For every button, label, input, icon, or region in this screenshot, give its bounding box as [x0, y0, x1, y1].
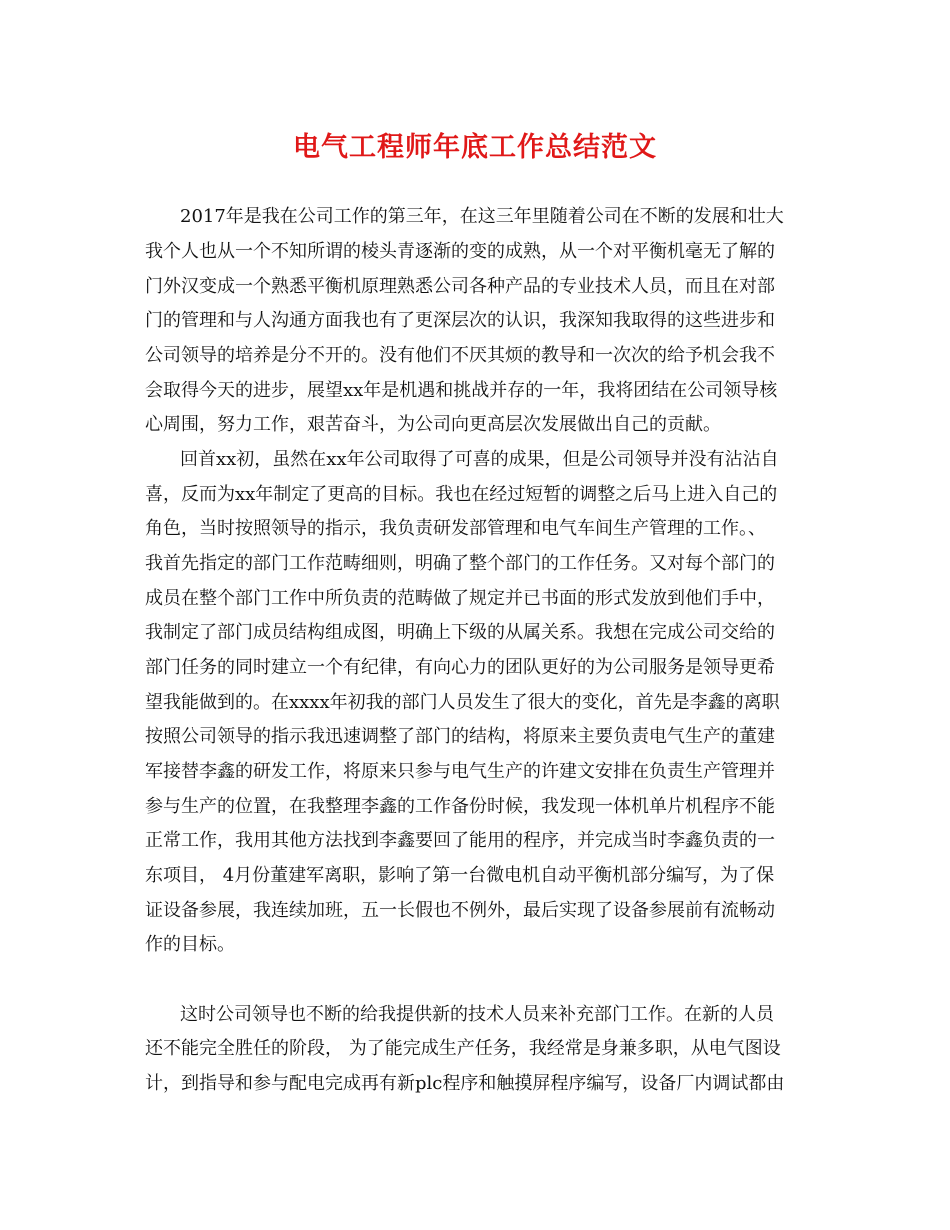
paragraph-line: 心周围，努力工作，艰苦奋斗，为公司向更高层次发展做出自己的贡献。: [145, 414, 721, 435]
paragraph-line: 还不能完全胜任的阶段， 为了能完成生产任务，我经常是身兼多职，从电气图设: [145, 1038, 781, 1059]
paragraph-line: 门的管理和与人沟通方面我也有了更深层次的认识，我深知我取得的这些进步和: [145, 310, 775, 331]
paragraph-line: 门外汉变成一个熟悉平衡机原理熟悉公司各种产品的专业技术人员，而且在对部: [145, 276, 775, 297]
paragraph-line: 按照公司领导的指示我迅速调整了部门的结构，将原来主要负责电气生产的董建: [145, 726, 775, 747]
paragraph-line: 望我能做到的。在xxxx年初我的部门人员发生了很大的变化，首先是李鑫的离职: [145, 692, 780, 713]
paragraph-line: 作的目标。: [145, 934, 235, 955]
paragraph-line: 我个人也从一个不知所谓的棱头青逐渐的变的成熟，从一个对平衡机毫无了解的: [145, 241, 775, 262]
paragraph-line: 回首xx初，虽然在xx年公司取得了可喜的成果，但是公司领导并没有沾沾自: [180, 449, 779, 470]
paragraph-line: 成员在整个部门工作中所负责的范畴做了规定并已书面的形式发放到他们手中，: [145, 588, 775, 609]
paragraph-line: 计，到指导和参与配电完成再有新plc程序和触摸屏程序编写，设备厂内调试都由: [145, 1073, 785, 1094]
paragraph-line: 会取得今天的进步，展望xx年是机遇和挑战并存的一年，我将团结在公司领导核: [145, 380, 778, 401]
paragraph-line: 我制定了部门成员结构组成图，明确上下级的从属关系。我想在完成公司交给的: [145, 622, 775, 643]
paragraph-line: 角色，当时按照领导的指示，我负责研发部管理和电气车间生产管理的工作。、: [145, 518, 766, 539]
paragraph-line: 参与生产的位置，在我整理李鑫的工作备份时候，我发现一体机单片机程序不能: [145, 796, 775, 817]
document-title: 电气工程师年底工作总结范文: [293, 132, 657, 163]
paragraph-line: 2017年是我在公司工作的第三年，在这三年里随着公司在不断的发展和壮大: [180, 206, 784, 227]
paragraph-line: 公司领导的培养是分不开的。没有他们不厌其烦的教导和一次次的给予机会我不: [145, 345, 775, 366]
paragraph-line: 正常工作，我用其他方法找到李鑫要回了能用的程序，并完成当时李鑫负责的一: [145, 830, 775, 851]
paragraph-line: 证设备参展，我连续加班，五一长假也不例外，最后实现了设备参展前有流畅动: [145, 900, 775, 921]
paragraph-line: 我首先指定的部门工作范畴细则，明确了整个部门的工作任务。又对每个部门的: [145, 553, 775, 574]
paragraph-line: 部门任务的同时建立一个有纪律，有向心力的团队更好的为公司服务是领导更希: [145, 657, 775, 678]
paragraph-line: 喜，反而为xx年制定了更高的目标。我也在经过短暂的调整之后马上进入自己的: [145, 484, 778, 505]
paragraph-line: 军接替李鑫的研发工作，将原来只参与电气生产的许建文安排在负责生产管理并: [145, 761, 775, 782]
paragraph-line: 这时公司领导也不断的给我提供新的技术人员来补充部门工作。在新的人员: [180, 1004, 774, 1025]
paragraph-line: 东项目， 4月份董建军离职，影响了第一台微电机自动平衡机部分编写，为了保: [145, 865, 775, 886]
